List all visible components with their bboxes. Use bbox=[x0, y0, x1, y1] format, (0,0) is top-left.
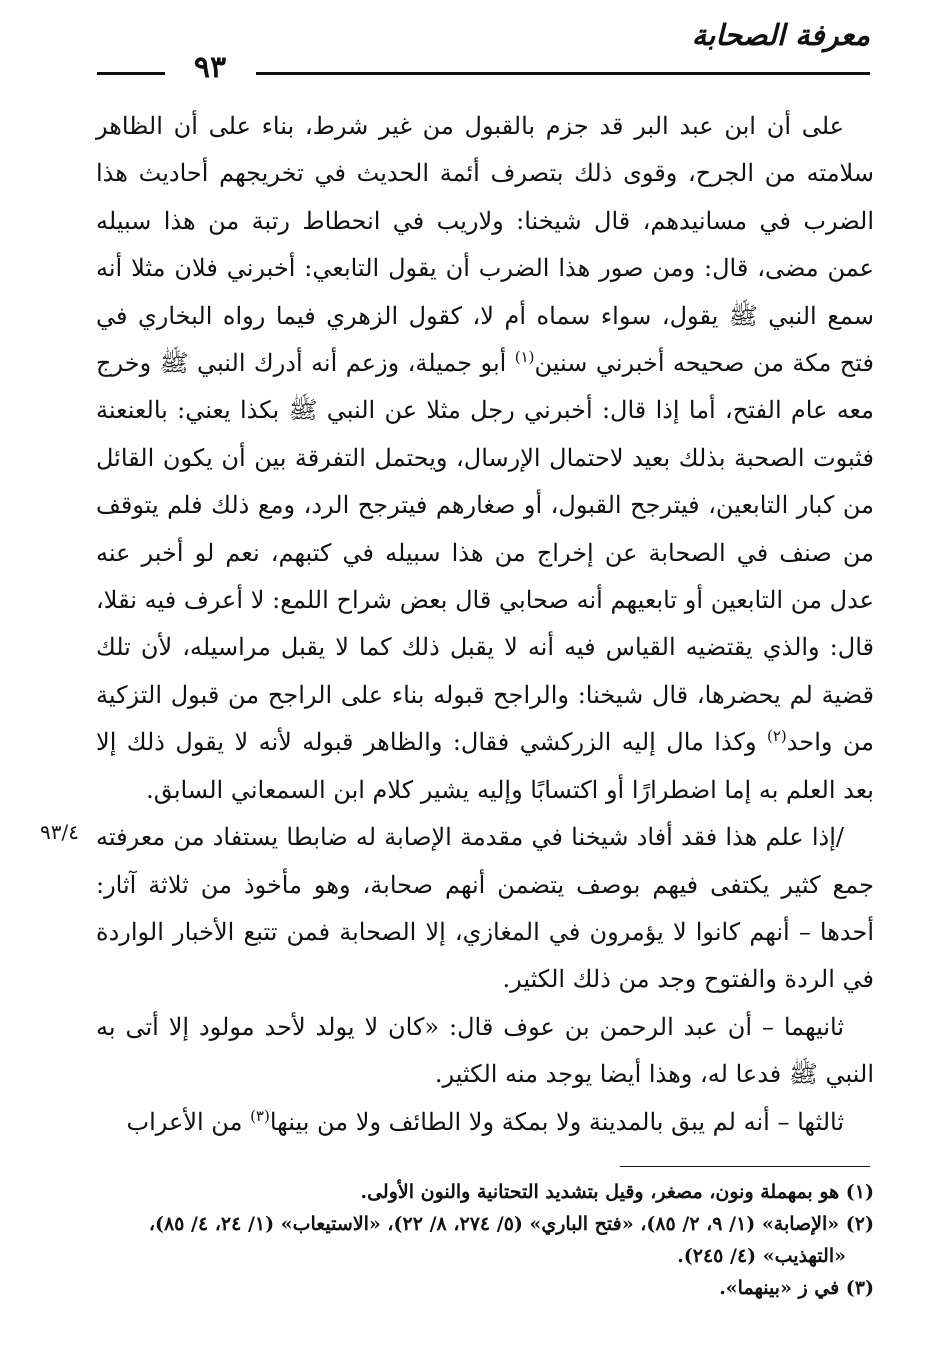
footnote-1: (١) هو بمهملة ونون، مصغر، وقيل بتشديد التحتانية والنون الأولى. bbox=[360, 1181, 874, 1203]
main-text bbox=[96, 103, 874, 1146]
footnotes bbox=[96, 1176, 874, 1304]
paragraph-1-text-c: وكذا مال إليه الزركشي فقال: والظاهر قبوله لأنه لا يقول ذلك إلا بعد العلم به إما اضطرارًا أو اكتسابًا وإليه يشير كلام ابن السمعاني السابق. bbox=[96, 728, 874, 804]
header-rule-right bbox=[256, 72, 870, 75]
paragraph-1 bbox=[96, 103, 874, 814]
paragraph-3: ثانيهما – أن عبد الرحمن بن عوف قال: «كان لا يولد لأحد مولود إلا أتى به النبي ﷺ فدعا له، وهذا أيضا يوجد منه الكثير. bbox=[96, 1012, 874, 1089]
paragraph-1-text-b: أبو جميلة، وزعم أنه أدرك النبي ﷺ وخرج معه عام الفتح، أما إذا قال: أخبرني رجل مثلا عن النبي ﷺ بكذا يعني: بالعنعنة فثبوت الصحبة بذلك بعيد لاحتمال الإرسال، ويحتمل التفرقة بين أن يكون القائل من كبار التابعين، فيترجح القبول، أو صغارهم فيترجح الرد، ومع ذلك فلم يتوقف من صنف في الصحابة عن إخراج من هذا سبيله في كتبهم، نعم لو أخبر عنه عدل من التابعين أو تابعيهم أنه صحابي قال بعض شراح اللمع: لا أعرف فيه نقلا، قال: والذي يقتضيه القياس فيه أنه لا يقبل ذلك كما لا يقبل مراسيله، لأن تلك قضية لم يحضرها، قال شيخنا: والراجح قبوله بناء على الراجح من قبول التزكية من واحد bbox=[96, 349, 874, 757]
page-number: ٩٣ bbox=[193, 50, 227, 85]
margin-page-reference: ٩٣/٤ bbox=[40, 820, 79, 844]
paragraph-4-text-b: من الأعراب bbox=[126, 1107, 251, 1136]
paragraph-2: /إذا علم هذا فقد أفاد شيخنا في مقدمة الإصابة له ضابطا يستفاد من معرفته جمع كثير يكتفى فيهم بوصف يتضمن أنهم صحابة، وهو مأخوذ من ثلاثة آثار: أحدها – أنهم كانوا لا يؤمرون في المغازي، إلا الصحابة فمن تتبع الأخبار الواردة في الردة والفتوح وجد من ذلك الكثير. bbox=[96, 823, 874, 994]
footnote-separator bbox=[620, 1166, 870, 1167]
paragraph-4 bbox=[96, 1099, 874, 1146]
paragraph-1-text: على أن ابن عبد البر قد جزم بالقبول من غير شرط، بناء على أن الظاهر سلامته من الجرح، وقوى ذلك بتصرف أئمة الحديث في تخريجهم أحاديث هذا الضرب في مسانيدهم، قال شيخنا: ولاريب في انحطاط رتبة من هذا سبيله عمن مضى، قال: ومن صور هذا الضرب أن يقول التابعي: أخبرني فلان مثلا أنه سمع النبي ﷺ يقول، سواء سماه أم لا، كقول الزهري فيما رواه البخاري في فتح مكة من صحيحه أخبرني سنين bbox=[96, 112, 875, 378]
footnote-marker-1: (١) bbox=[514, 348, 535, 367]
footnote-2-continued: «التهذيب» (٤/ ٢٤٥). bbox=[677, 1245, 846, 1267]
header-rule-left bbox=[97, 72, 165, 75]
footnote-marker-3: (٣) bbox=[250, 1106, 270, 1125]
footnote-3: (٣) في ز «بينهما». bbox=[719, 1277, 874, 1299]
paragraph-4-text: ثالثها – أنه لم يبق بالمدينة ولا بمكة ولا الطائف ولا من بينها bbox=[269, 1107, 844, 1136]
footnote-marker-2: (٢) bbox=[766, 727, 787, 746]
running-title: معرفة الصحابة bbox=[691, 18, 870, 52]
footnote-2: (٢) «الإصابة» (١/ ٩، ٢/ ٨٥)، «فتح الباري» (٥/ ٢٧٤، ٨/ ٢٢)، «الاستيعاب» (١/ ٢٤، ٤/ ٨٥)، bbox=[148, 1213, 874, 1235]
